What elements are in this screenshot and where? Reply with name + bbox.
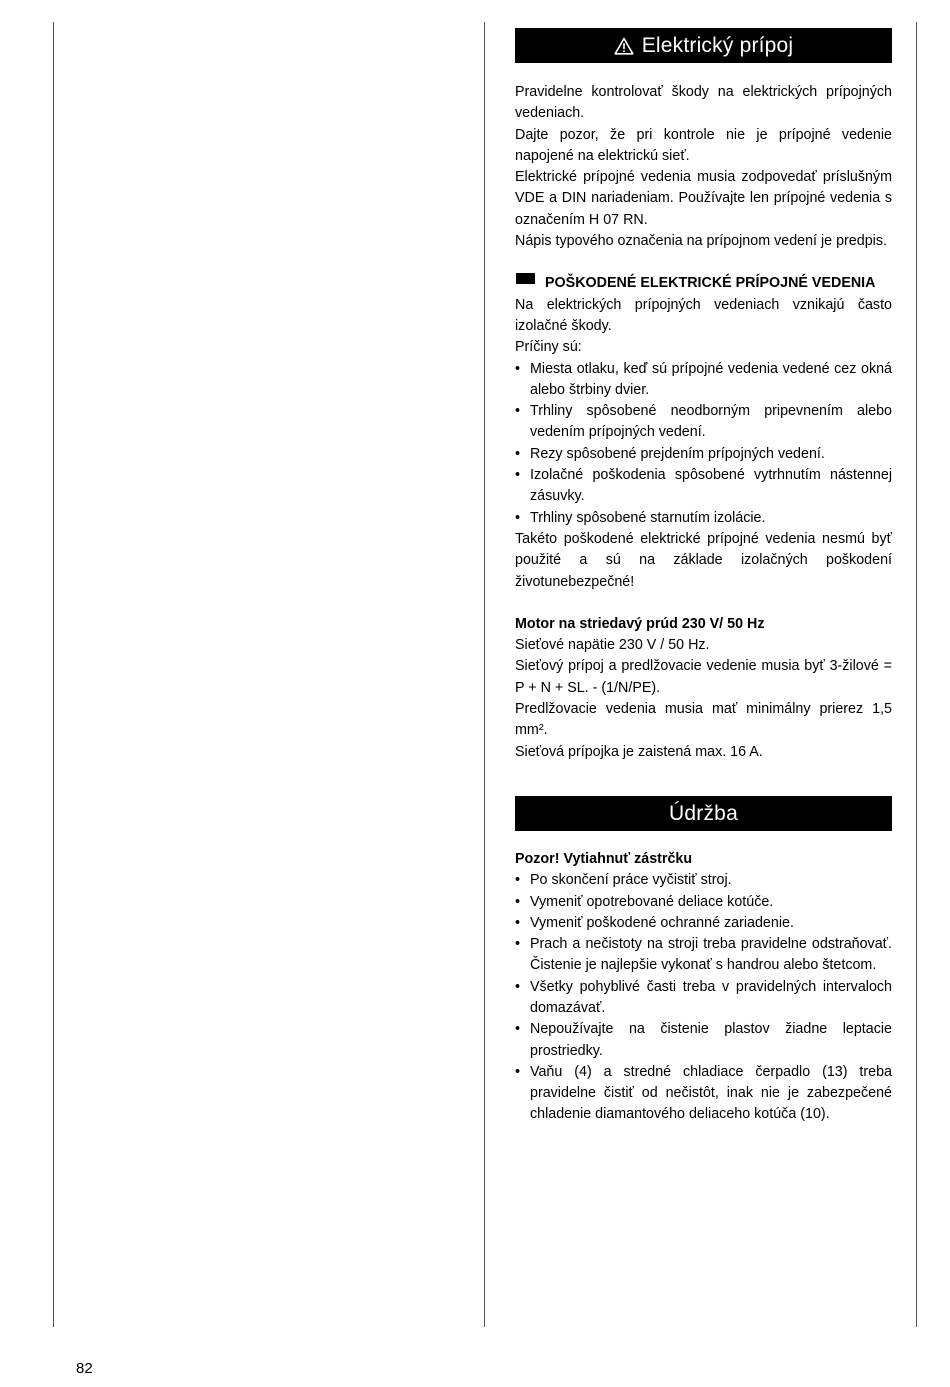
list-item: • Trhliny spôsobené starnutím izolácie. (515, 508, 892, 529)
list-item: • Trhliny spôsobené neodborným pripevnením alebo vedením prípojných vedení. (515, 401, 892, 444)
list-item: • Izolačné poškodenia spôsobené vytrhnutím nástennej zásuvky. (515, 465, 892, 508)
list-item: • Vaňu (4) a stredné chladiace čerpadlo (13) treba pravidelne čistiť od nečistôt, inak nie je zabezpečené chladenie diamantového deliaceho kotúča (10). (515, 1062, 892, 1126)
page-number: 82 (76, 1360, 93, 1377)
paragraph: Elektrické prípojné vedenia musia zodpovedať príslušným VDE a DIN nariadeniam. Používajte len prípojné vedenia s označením H 07 RN. (515, 169, 892, 228)
paragraph: Na elektrických prípojných vedeniach vznikajú často izolačné škody. (515, 296, 892, 334)
paragraph: Sieťový prípoj a predlžovacie vedenie musia byť 3-žilové = P + N + SL. - (1/N/PE). (515, 658, 892, 696)
right-column (515, 28, 892, 1126)
paragraph: Sieťová prípojka je zaistená max. 16 A. (515, 743, 763, 760)
black-square-marker (516, 273, 535, 284)
section-header-elektricky-pripoj (515, 28, 892, 63)
connection-paragraphs (515, 82, 892, 252)
section-header-udrzba (515, 796, 892, 831)
column-divider-left (53, 22, 54, 1327)
maintenance-section (515, 849, 892, 1126)
maintenance-heading: Pozor! Vytiahnuť zástrčku (515, 850, 693, 867)
list-item: • Nepoužívajte na čistenie plastov žiadne leptacie prostriedky. (515, 1019, 892, 1062)
paragraph: Nápis typového označenia na prípojnom vedení je predpis. (515, 233, 887, 250)
list-item: • Po skončení práce vyčistiť stroj. (515, 870, 892, 891)
list-item: • Vymeniť poškodené ochranné zariadenie. (515, 913, 892, 934)
column-divider-right (916, 22, 917, 1327)
motor-heading: Motor na striedavý prúd 230 V/ 50 Hz (515, 615, 765, 632)
list-item: • Rezy spôsobené prejdením prípojných vedení. (515, 444, 892, 465)
section-title: Elektrický prípoj (641, 33, 794, 57)
causes-list (515, 359, 892, 529)
list-item: • Všetky pohyblivé časti treba v pravidelných intervaloch domazávať. (515, 977, 892, 1020)
warning-triangle-icon (614, 37, 634, 55)
maintenance-list (515, 870, 892, 1126)
damaged-cables-section (515, 273, 892, 592)
paragraph: Predlžovacie vedenia musia mať minimálny prierez 1,5 mm². (515, 701, 892, 739)
list-item: • Miesta otlaku, keď sú prípojné vedenia vedené cez okná alebo štrbiny dvier. (515, 359, 892, 402)
paragraph: Dajte pozor, že pri kontrole nie je prípojné vedenie napojené na elektrickú sieť. (515, 126, 892, 164)
motor-section (515, 614, 892, 763)
subsection-heading: POŠKODENÉ ELEKTRICKÉ PRÍPOJNÉ VEDENIA (515, 273, 892, 294)
list-item: • Vymeniť opotrebované deliace kotúče. (515, 892, 892, 913)
paragraph: Sieťové napätie 230 V / 50 Hz. (515, 637, 710, 654)
warning-paragraph: Takéto poškodené elektrické prípojné vedenia nesmú byť použité a sú na základe izolačných poškodení životunebezpečné! (515, 530, 892, 590)
paragraph: Pravidelne kontrolovať škody na elektrických prípojných vedeniach. (515, 84, 892, 122)
causes-label: Príčiny sú: (515, 339, 582, 356)
list-item: • Prach a nečistoty na stroji treba pravidelne odstraňovať. Čistenie je najlepšie vykonať s handrou alebo štetcom. (515, 934, 892, 977)
column-divider-middle (484, 22, 485, 1327)
section-title: Údržba (669, 801, 738, 825)
